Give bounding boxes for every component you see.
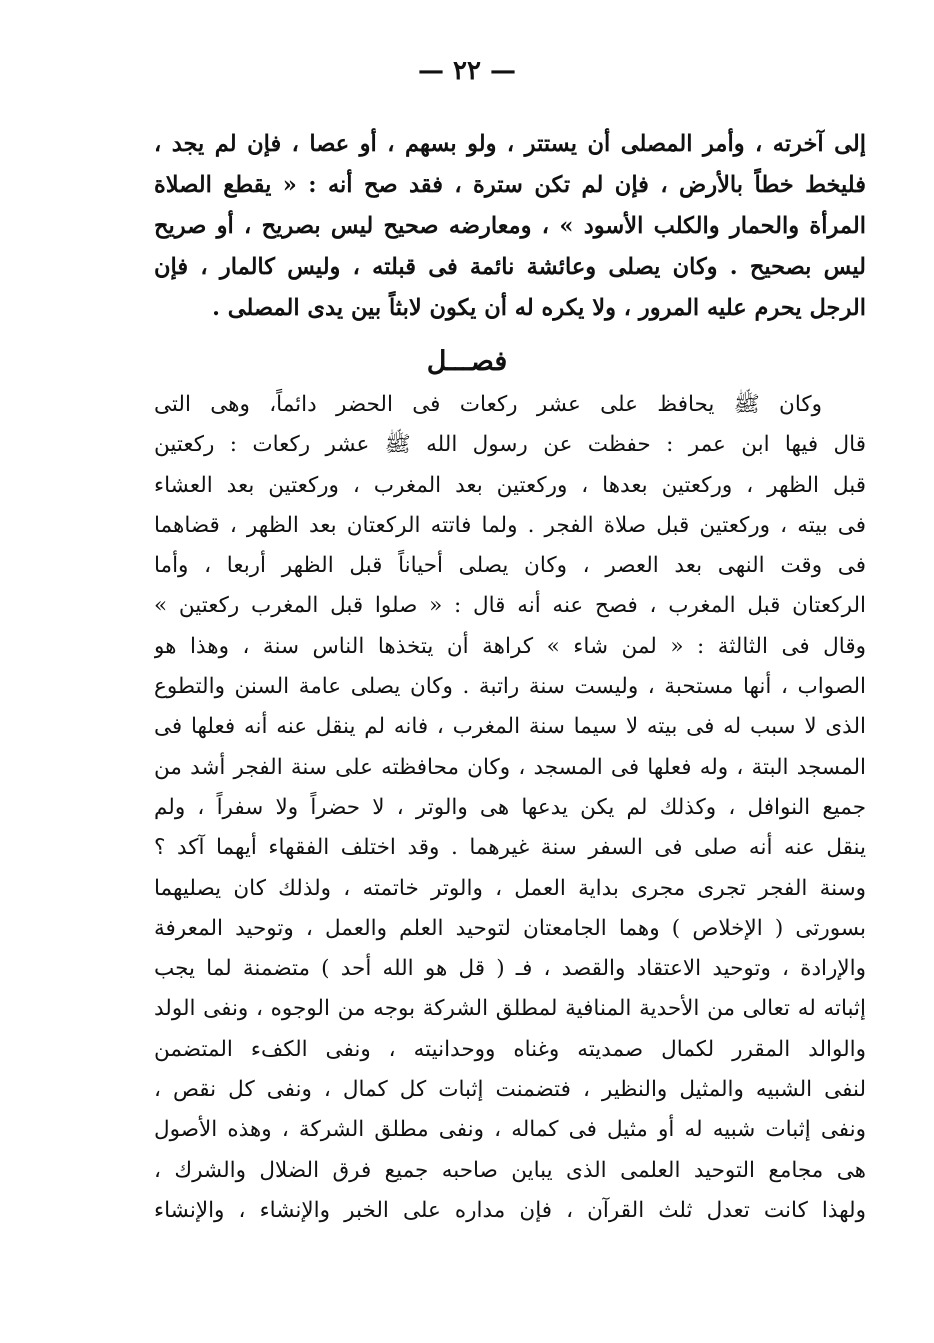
- text-line: فليخط خطاً بالأرض ، فإن لم تكن سترة ، فقد صح أنه : « يقطع الصلاة: [154, 172, 866, 198]
- first-paragraph: [154, 124, 866, 329]
- text-line: والوالد المقرر لكمال صمديته وغناه ووحدانيته ، ونفى الكفء المتضمن: [154, 1036, 866, 1062]
- text-line: جميع النوافل ، وكذلك لم يكن يدعها هى والوتر ، لا حضراً ولا سفراً ، ولم: [154, 794, 866, 820]
- text-line: المرأة والحمار والكلب الأسود » ، ومعارضه صحيح ليس بصريح ، أو صريح: [154, 213, 866, 239]
- text-line: لنفى الشبيه والمثيل والنظير ، فتضمنت إثبات كل كمال ، ونفى كل نقص ،: [154, 1077, 866, 1103]
- text-line: ونفى إثبات شبيه له أو مثيل فى كماله ، ونفى مطلق الشركة ، وهذه الأصول: [154, 1117, 866, 1143]
- text-line: الصواب ، أنها مستحبة ، وليست سنة راتبة . وكان يصلى عامة السنن والتطوع: [154, 674, 866, 700]
- section-heading: فصـــل: [426, 346, 508, 377]
- text-line: وسنة الفجر تجرى مجرى بداية العمل ، والوتر خاتمته ، ولذلك كان يصليهما: [154, 875, 866, 901]
- text-line: إلى آخرته ، وأمر المصلى أن يستتر ، ولو بسهم ، أو عصا ، فإن لم يجد ،: [154, 131, 866, 157]
- text-line: قبل الظهر ، وركعتين بعدها ، وركعتين بعد المغرب ، وركعتين بعد العشاء: [154, 472, 866, 498]
- text-line: وقال فى الثالثة : « لمن شاء » كراهة أن يتخذها الناس سنة ، وهذا هو: [154, 633, 866, 659]
- page-number: — ٢٢ —: [417, 56, 517, 86]
- text-line: فى وقت النهى بعد العصر ، وكان يصلى أحياناً قبل الظهر أربعا ، وأما: [154, 553, 866, 579]
- text-line: الرجل يحرم عليه المرور ، ولا يكره له أن يكون لابثاً بين يدى المصلى .: [212, 295, 866, 321]
- text-line: وكان ﷺ يحافظ على عشر ركعات فى الحضر دائماً، وهى التى: [154, 392, 822, 417]
- text-line: هى مجامع التوحيد العلمى الذى يباين صاحبه جميع فرق الضلال والشرك ،: [154, 1157, 866, 1183]
- text-line: المسجد البتة ، وله فعلها فى المسجد ، وكان محافظته على سنة الفجر أشد من: [154, 754, 866, 780]
- text-line: والإرادة ، وتوحيد الاعتقاد والقصد ، فـ ( قل هو الله أحد ) متضمنة لما يجب: [154, 956, 866, 982]
- text-line: فى بيته ، وركعتين قبل صلاة الفجر . ولما فاتته الركعتان بعد الظهر ، قضاهما: [154, 512, 866, 538]
- text-line: إثباته له تعالى من الأحدية المنافية لمطلق الشركة بوجه من الوجوه ، ونفى الولد: [154, 996, 866, 1022]
- second-paragraph: [154, 385, 866, 1231]
- text-line: الذى لا سبب له فى بيته لا سيما سنة المغرب ، فانه لم ينقل عنه أنه فعلها فى: [154, 714, 866, 740]
- text-line: ينقل عنه أنه صلى فى السفر سنة غيرهما . وقد اختلف الفقهاء أيهما آكد ؟: [154, 835, 866, 861]
- text-line: ولهذا كانت تعدل ثلث القرآن ، فإن مداره على الخبر والإنشاء ، والإنشاء: [154, 1197, 866, 1223]
- text-line: قال فيها ابن عمر : حفظت عن رسول الله ﷺ عشر ركعات : ركعتين: [154, 432, 866, 458]
- text-line: ليس بصحيح . وكان يصلى وعائشة نائمة فى قبلته ، وليس كالمار ، فإن: [154, 254, 866, 280]
- text-line: بسورتى ( الإخلاص ) وهما الجامعتان لتوحيد العلم والعمل ، وتوحيد المعرفة: [154, 915, 866, 941]
- text-line: الركعتان قبل المغرب ، فصح عنه أنه قال : « صلوا قبل المغرب ركعتين »: [154, 593, 866, 619]
